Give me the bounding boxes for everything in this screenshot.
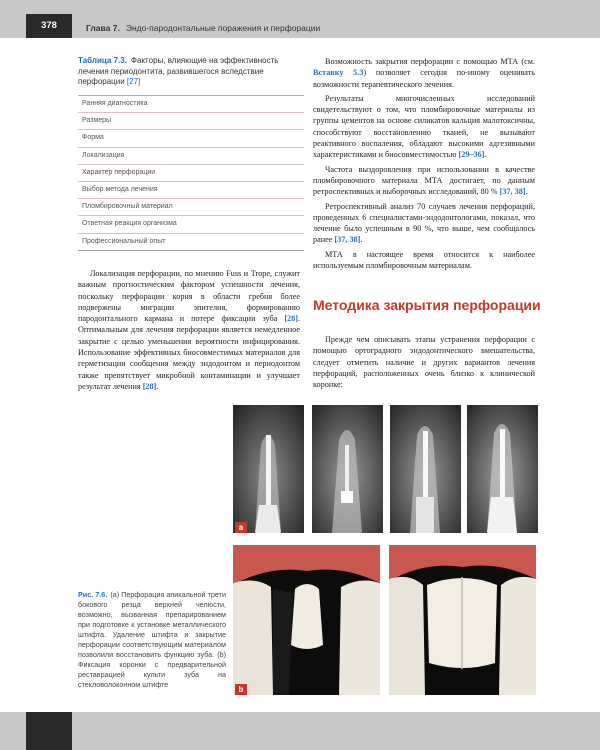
- chapter-title: Эндо-пародонтальные поражения и перфорации: [125, 23, 321, 33]
- left-column-text: [78, 268, 300, 395]
- table-row: Пломбировочный материал: [78, 199, 304, 216]
- paragraph: Локализация перфорации, по мнению Fuss и Trope, служит важным прогностическим фактором успешности лечения, поскольку перфорации корня в области гребня более подвержены миграции эпителия, формированию пародонтального кармана и потере фиксации зуба [28]. Оптимальным для лечения перфорации является немедленное закрытие с целью уменьшения вероятности инфицирования. Использование эффективных биосовместимых материалов для герметизации сообщения между эндодонтом и периодонтом также препятствует микробной контаминации и улучшает результат лечения [28].: [78, 269, 301, 391]
- table-row: Форма: [78, 130, 304, 147]
- paragraph-text: Локализация перфорации, по мнению Fuss и Trope, служит важным прогностическим фактором успешности лечения, поскольку перфорации корня в области гребня более подвержены миграции эпителия, формированию пародонтального кармана и потере фиксации зуба: [78, 269, 300, 324]
- paragraph: Результаты многочисленных исследований свидетельствуют о том, что пломбировочные материалы из группы цементов на основе силикатов кальция малотоксичны, способствуют восстановлению тканей, не вызывают реактивного воспаления, обладают высокими адгезивными характеристиками и биосовместимостью [29–36].: [313, 93, 535, 160]
- paragraph: [313, 249, 535, 272]
- table-label: Таблица 7.3.: [78, 56, 127, 65]
- xray-image-2: [312, 405, 383, 533]
- factors-table: [78, 95, 304, 251]
- citation-link[interactable]: [37, 38]: [334, 235, 361, 245]
- citation-link[interactable]: [37, 38]: [499, 187, 526, 197]
- xray-image-1: [233, 405, 304, 533]
- paragraph-text: . Оптимальным для лечения перфорации является немедленное закрытие с целью уменьшения вероятности инфицирования. Использование эффективных биосовместимых материалов для герметизации сообщения между эндодонтом и периодонтом также препятствует микробной контаминации и улучшает результат лечения: [78, 314, 301, 391]
- clinical-photo-1: [233, 545, 380, 695]
- right-column-text: [313, 56, 535, 274]
- paragraph: [313, 56, 535, 90]
- paragraph: Ретроспективный анализ 70 случаев лечения перфораций, проведенных 6 специалистами-эндодонтологами, показал, что лечение было успешным в 90 %, что выше, чем сообщалось ранее [37, 38].: [313, 201, 535, 245]
- table-row: Ответная реакция организма: [78, 216, 304, 233]
- xray-image-3: [390, 405, 461, 533]
- footer-tab: [26, 712, 72, 750]
- table-caption-text: Факторы, влияющие на эффективность лечения периодонтита, развившегося вследствие перфорации: [78, 56, 279, 86]
- paragraph-text: Частота выздоровления при использовании в качестве пломбировочного материала МТА достигает, по данным ретроспективных и выборочных исследований, 80 %: [313, 164, 535, 197]
- paragraph-text: ) позволяет сегодня по-иному оценивать возможности терапевтического лечения.: [313, 68, 535, 89]
- page-footer: [0, 712, 600, 750]
- paragraph-text: Возможность закрытия перфорации с помощью МТА (см.: [325, 57, 535, 66]
- table-row: Размеры: [78, 113, 304, 130]
- paragraph-text: МТА в настоящее время относится к наиболее используемым пломбировочным материалам.: [313, 249, 535, 271]
- table-caption-ref: [27]: [126, 77, 141, 86]
- table-row: Локализация: [78, 148, 304, 165]
- page-number: 378: [26, 14, 72, 38]
- citation-link[interactable]: [28]: [142, 381, 157, 391]
- paragraph-text: Результаты многочисленных исследований свидетельствуют о том, что пломбировочные материалы из группы цементов на основе силикатов кальция малотоксичны, способствуют восстановлению тканей, не вызывают реактивного воспаления, обладают высокими адгезивными характеристиками и биосовместимостью: [313, 93, 535, 160]
- figure-label: Рис. 7.6.: [78, 590, 108, 599]
- panel-tag-a: a: [235, 522, 247, 533]
- table-row: Ранняя диагностика: [78, 96, 304, 113]
- figure-caption-text: (a) Перфорация апикальной трети бокового резца верхней челюсти, возможно, вызванная препарированием при подготовке к установке металлического штифта. Удаление штифта и закрытие перфорации соответствующим материалом позволили восстановить функцию зуба. (b) Фиксация коронки с предварительной реставрацией культи зуба на стекловолоконном штифте: [78, 590, 226, 689]
- paragraph: Прежде чем описывать этапы устранения перфорации с помощью ортоградного эндодонтического вмешательства, следует отметить наличие и других вариантов лечения перфораций, расположенных очень близко к клинической коронке:: [313, 335, 535, 390]
- xray-image-4: [467, 405, 538, 533]
- paragraph-text: Ретроспективный анализ 70 случаев лечения перфораций, проведенных 6 специалистами-эндодонтологами, показал, что лечение было успешным в 90 %, что выше, чем сообщалось ранее: [313, 201, 535, 245]
- citation-link[interactable]: [28]: [284, 314, 298, 324]
- table-row: Выбор метода лечения: [78, 182, 304, 199]
- right-column-text-2: [313, 334, 535, 393]
- table-row: Профессиональный опыт: [78, 234, 304, 251]
- clinical-photo-2: [389, 545, 536, 695]
- table-row: Характер перфорации: [78, 165, 304, 182]
- figure-caption: [78, 590, 226, 690]
- inset-link[interactable]: Вставку 5.3: [313, 68, 364, 78]
- table-caption: [78, 56, 304, 88]
- section-heading: Методика закрытия перфорации: [313, 297, 541, 313]
- paragraph: Частота выздоровления при использовании в качестве пломбировочного материала МТА достигает, по данным ретроспективных и выборочных исследований, 80 % [37, 38].: [313, 164, 535, 197]
- panel-tag-b: b: [235, 684, 247, 695]
- citation-link[interactable]: [29–36]: [458, 150, 485, 160]
- chapter-label: Глава 7.: [86, 23, 120, 33]
- running-title: [86, 23, 320, 33]
